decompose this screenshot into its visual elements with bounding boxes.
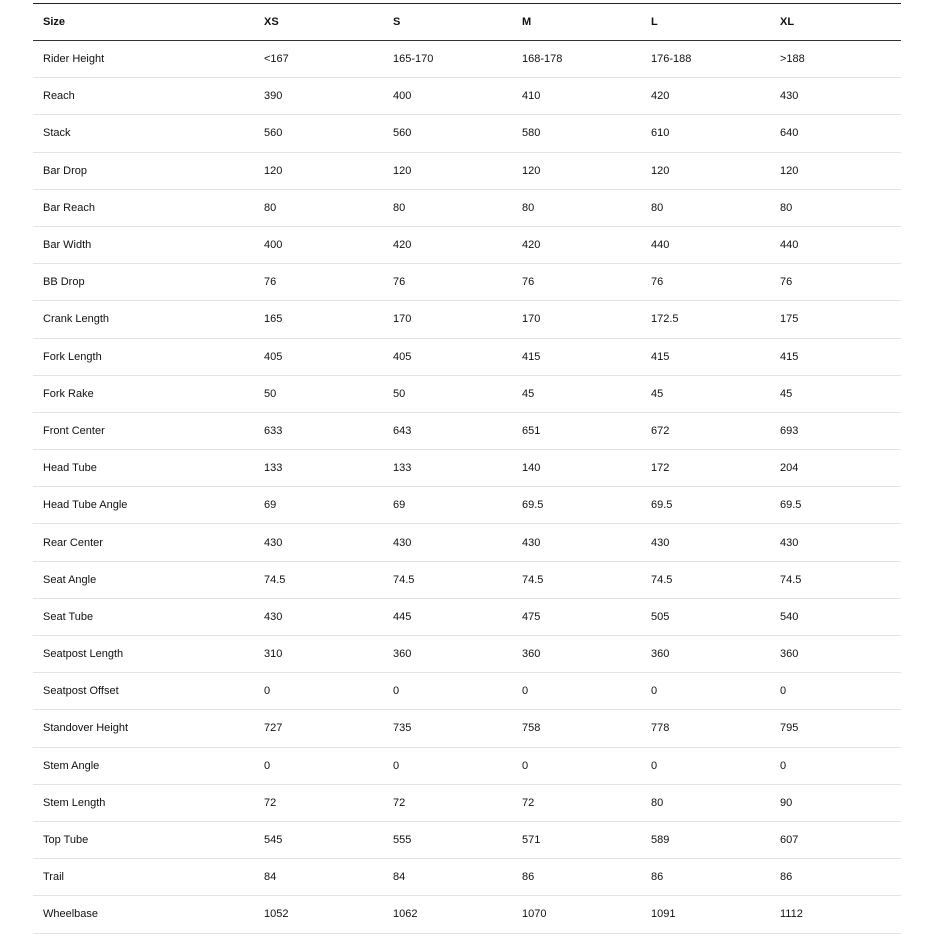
table-row: [33, 598, 901, 635]
row-label: Bar Width: [43, 239, 92, 252]
table-cell: 651: [522, 424, 541, 437]
row-label: Reach: [43, 90, 75, 103]
table-cell: 445: [393, 610, 412, 623]
table-cell: 69.5: [651, 499, 673, 512]
table-row: [33, 41, 901, 78]
table-cell: 69.5: [780, 499, 802, 512]
table-cell: 640: [780, 127, 799, 140]
table-cell: 440: [651, 239, 670, 252]
table-cell: 76: [651, 276, 664, 289]
table-cell: 607: [780, 834, 799, 847]
table-cell: 310: [264, 648, 283, 661]
table-cell: 430: [522, 536, 541, 549]
table-cell: 415: [780, 350, 799, 363]
table-cell: 1062: [393, 908, 418, 921]
row-label: Fork Rake: [43, 387, 94, 400]
table-row: [33, 301, 901, 338]
table-cell: 45: [651, 387, 664, 400]
table-cell: 0: [264, 685, 271, 698]
table-cell: 74.5: [651, 573, 673, 586]
table-body: [33, 41, 901, 934]
table-cell: 76: [522, 276, 535, 289]
table-cell: 430: [651, 536, 670, 549]
table-row: [33, 78, 901, 115]
table-row: [33, 524, 901, 561]
row-label: Crank Length: [43, 313, 110, 326]
table-cell: 360: [780, 648, 799, 661]
table-cell: 1070: [522, 908, 547, 921]
table-cell: <167: [264, 53, 289, 66]
table-cell: 0: [780, 759, 787, 772]
table-cell: 400: [264, 239, 283, 252]
table-cell: 86: [651, 871, 664, 884]
table-row: [33, 859, 901, 896]
table-cell: 172.5: [651, 313, 679, 326]
table-cell: 76: [264, 276, 277, 289]
table-cell: 360: [522, 648, 541, 661]
table-cell: 610: [651, 127, 670, 140]
table-cell: 72: [393, 796, 406, 809]
table-cell: 778: [651, 722, 670, 735]
table-cell: 430: [264, 536, 283, 549]
table-row: [33, 896, 901, 933]
table-cell: 415: [651, 350, 670, 363]
row-label: Bar Drop: [43, 164, 88, 177]
column-header-xl: XL: [780, 16, 795, 28]
table-cell: 74.5: [393, 573, 415, 586]
geometry-table-container: [33, 3, 901, 934]
row-label: Seat Angle: [43, 573, 97, 586]
table-cell: 84: [264, 871, 277, 884]
table-row: [33, 487, 901, 524]
table-row: [33, 673, 901, 710]
table-cell: 0: [522, 759, 529, 772]
table-cell: 693: [780, 424, 799, 437]
table-row: [33, 636, 901, 673]
table-cell: 430: [780, 90, 799, 103]
table-cell: 405: [393, 350, 412, 363]
table-cell: 133: [264, 462, 283, 475]
table-cell: 360: [651, 648, 670, 661]
table-cell: 420: [522, 239, 541, 252]
table-cell: 120: [522, 164, 541, 177]
table-row: [33, 450, 901, 487]
table-row: [33, 747, 901, 784]
table-cell: 45: [780, 387, 793, 400]
table-cell: 165: [264, 313, 283, 326]
table-cell: 430: [393, 536, 412, 549]
table-cell: 175: [780, 313, 799, 326]
table-cell: 45: [522, 387, 535, 400]
table-cell: 165-170: [393, 53, 434, 66]
table-cell: 69: [393, 499, 406, 512]
table-cell: 440: [780, 239, 799, 252]
table-cell: 555: [393, 834, 412, 847]
table-cell: 72: [522, 796, 535, 809]
table-cell: 795: [780, 722, 799, 735]
table-cell: 84: [393, 871, 406, 884]
row-label: Rear Center: [43, 536, 103, 549]
table-cell: 420: [393, 239, 412, 252]
table-cell: 475: [522, 610, 541, 623]
table-cell: 50: [264, 387, 277, 400]
table-cell: 80: [522, 201, 535, 214]
table-cell: 80: [393, 201, 406, 214]
table-cell: 74.5: [264, 573, 286, 586]
table-cell: 76: [393, 276, 406, 289]
table-cell: 204: [780, 462, 799, 475]
table-cell: 0: [264, 759, 271, 772]
table-cell: 120: [780, 164, 799, 177]
table-row: [33, 375, 901, 412]
column-header-m: M: [522, 16, 532, 28]
table-cell: 735: [393, 722, 412, 735]
table-cell: 1112: [780, 908, 803, 921]
table-cell: 168-178: [522, 53, 563, 66]
table-row: [33, 821, 901, 858]
table-cell: 415: [522, 350, 541, 363]
row-label: Head Tube: [43, 462, 97, 475]
table-cell: 133: [393, 462, 412, 475]
table-row: [33, 264, 901, 301]
table-cell: 727: [264, 722, 283, 735]
table-row: [33, 710, 901, 747]
table-cell: 0: [522, 685, 529, 698]
table-cell: 390: [264, 90, 283, 103]
table-cell: 170: [393, 313, 412, 326]
table-cell: 80: [780, 201, 793, 214]
row-label: Wheelbase: [43, 908, 99, 921]
table-cell: 633: [264, 424, 283, 437]
table-cell: 74.5: [780, 573, 802, 586]
row-label: Fork Length: [43, 350, 102, 363]
table-cell: 0: [393, 685, 400, 698]
table-cell: 69.5: [522, 499, 544, 512]
table-row: [33, 338, 901, 375]
table-cell: 430: [264, 610, 283, 623]
column-header-s: S: [393, 16, 401, 28]
table-cell: 410: [522, 90, 541, 103]
geometry-table: [33, 3, 901, 934]
table-cell: 505: [651, 610, 670, 623]
row-label: Stem Length: [43, 796, 106, 809]
column-header-size: Size: [43, 16, 66, 28]
table-cell: 90: [780, 796, 793, 809]
row-label: Standover Height: [43, 722, 128, 735]
table-cell: 72: [264, 796, 277, 809]
table-cell: 120: [651, 164, 670, 177]
table-cell: 430: [780, 536, 799, 549]
table-cell: 405: [264, 350, 283, 363]
row-label: Seatpost Length: [43, 648, 124, 661]
table-cell: 758: [522, 722, 541, 735]
row-label: Bar Reach: [43, 201, 95, 214]
table-row: [33, 152, 901, 189]
table-cell: 140: [522, 462, 541, 475]
row-label: Stack: [43, 127, 71, 140]
table-cell: 120: [264, 164, 283, 177]
table-cell: 589: [651, 834, 670, 847]
row-label: Seatpost Offset: [43, 685, 119, 698]
table-cell: >188: [780, 53, 805, 66]
table-cell: 400: [393, 90, 412, 103]
header-row: [33, 4, 901, 41]
table-cell: 0: [780, 685, 787, 698]
table-cell: 1091: [651, 908, 676, 921]
column-header-l: L: [651, 16, 658, 28]
table-cell: 672: [651, 424, 670, 437]
row-label: Stem Angle: [43, 759, 100, 772]
row-label: Seat Tube: [43, 610, 94, 623]
table-cell: 545: [264, 834, 283, 847]
table-cell: 170: [522, 313, 541, 326]
table-cell: 560: [393, 127, 412, 140]
table-cell: 560: [264, 127, 283, 140]
table-row: [33, 226, 901, 263]
table-cell: 76: [780, 276, 793, 289]
table-cell: 360: [393, 648, 412, 661]
table-row: [33, 189, 901, 226]
table-cell: 176-188: [651, 53, 692, 66]
table-cell: 580: [522, 127, 541, 140]
table-cell: 0: [651, 759, 658, 772]
column-header-xs: XS: [264, 16, 279, 28]
table-row: [33, 784, 901, 821]
table-cell: 74.5: [522, 573, 544, 586]
table-row: [33, 412, 901, 449]
row-label: Top Tube: [43, 834, 89, 847]
table-cell: 120: [393, 164, 412, 177]
table-cell: 80: [264, 201, 277, 214]
table-cell: 86: [522, 871, 535, 884]
table-cell: 1052: [264, 908, 289, 921]
table-cell: 172: [651, 462, 670, 475]
table-row: [33, 115, 901, 152]
table-cell: 420: [651, 90, 670, 103]
table-cell: 540: [780, 610, 799, 623]
table-cell: 0: [651, 685, 658, 698]
table-cell: 50: [393, 387, 406, 400]
table-cell: 69: [264, 499, 277, 512]
row-label: Rider Height: [43, 53, 105, 66]
table-header: [33, 4, 901, 41]
table-cell: 0: [393, 759, 400, 772]
table-row: [33, 561, 901, 598]
row-label: Head Tube Angle: [43, 499, 128, 512]
table-cell: 571: [522, 834, 541, 847]
table-cell: 86: [780, 871, 793, 884]
table-cell: 80: [651, 796, 664, 809]
row-label: BB Drop: [43, 276, 85, 289]
row-label: Trail: [43, 871, 64, 884]
table-cell: 80: [651, 201, 664, 214]
row-label: Front Center: [43, 424, 105, 437]
table-cell: 643: [393, 424, 412, 437]
